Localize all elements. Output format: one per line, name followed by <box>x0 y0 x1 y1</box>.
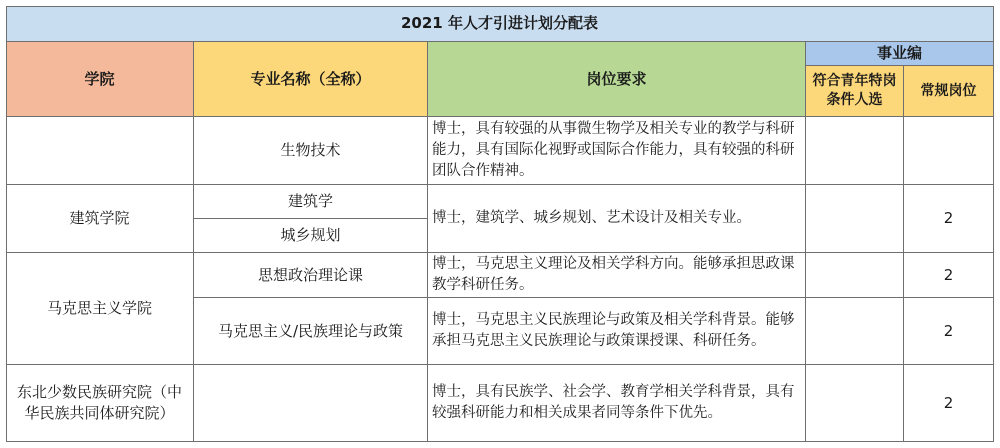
row-1-major: 生物技术 <box>194 117 428 185</box>
row-5-college: 东北少数民族研究院（中华民族共同体研究院） <box>6 365 194 442</box>
allocation-table <box>6 6 994 442</box>
row-3-college: 马克思主义学院 <box>6 253 194 365</box>
header-requirements: 岗位要求 <box>428 42 806 117</box>
table-title: 2021 年人才引进计划分配表 <box>6 6 994 42</box>
row-5-major <box>194 365 428 442</box>
row-4-regular: 2 <box>904 298 994 365</box>
row-1-youth <box>806 117 904 185</box>
row-2-major-1: 建筑学 <box>194 185 428 219</box>
header-major: 专业名称（全称） <box>194 42 428 117</box>
header-youth-special-post: 符合青年特岗条件人选 <box>806 66 904 117</box>
row-5-requirements: 博士，具有民族学、社会学、教育学相关学科背景，具有较强科研能力和相关成果者同等条件下优先。 <box>428 365 806 442</box>
header-career-establishment: 事业编 <box>806 42 994 66</box>
row-1-college <box>6 117 194 185</box>
row-2-youth <box>806 185 904 253</box>
row-2-major-2: 城乡规划 <box>194 219 428 253</box>
row-1-regular <box>904 117 994 185</box>
header-regular-post: 常规岗位 <box>904 66 994 117</box>
row-4-requirements: 博士，马克思主义民族理论与政策及相关学科背景。能够承担马克思主义民族理论与政策课授课、科研任务。 <box>428 298 806 365</box>
row-1-requirements: 博士，具有较强的从事微生物学及相关专业的教学与科研能力，具有国际化视野或国际合作能力，具有较强的科研团队合作精神。 <box>428 117 806 185</box>
row-5-regular: 2 <box>904 365 994 442</box>
row-2-college: 建筑学院 <box>6 185 194 253</box>
row-2-requirements: 博士，建筑学、城乡规划、艺术设计及相关专业。 <box>428 185 806 253</box>
row-2-regular: 2 <box>904 185 994 253</box>
row-3-youth <box>806 253 904 298</box>
row-5-youth <box>806 365 904 442</box>
row-3-requirements: 博士，马克思主义理论及相关学科方向。能够承担思政课教学科研任务。 <box>428 253 806 298</box>
header-college: 学院 <box>6 42 194 117</box>
row-4-major: 马克思主义/民族理论与政策 <box>194 298 428 365</box>
row-3-regular: 2 <box>904 253 994 298</box>
row-3-major: 思想政治理论课 <box>194 253 428 298</box>
row-4-youth <box>806 298 904 365</box>
